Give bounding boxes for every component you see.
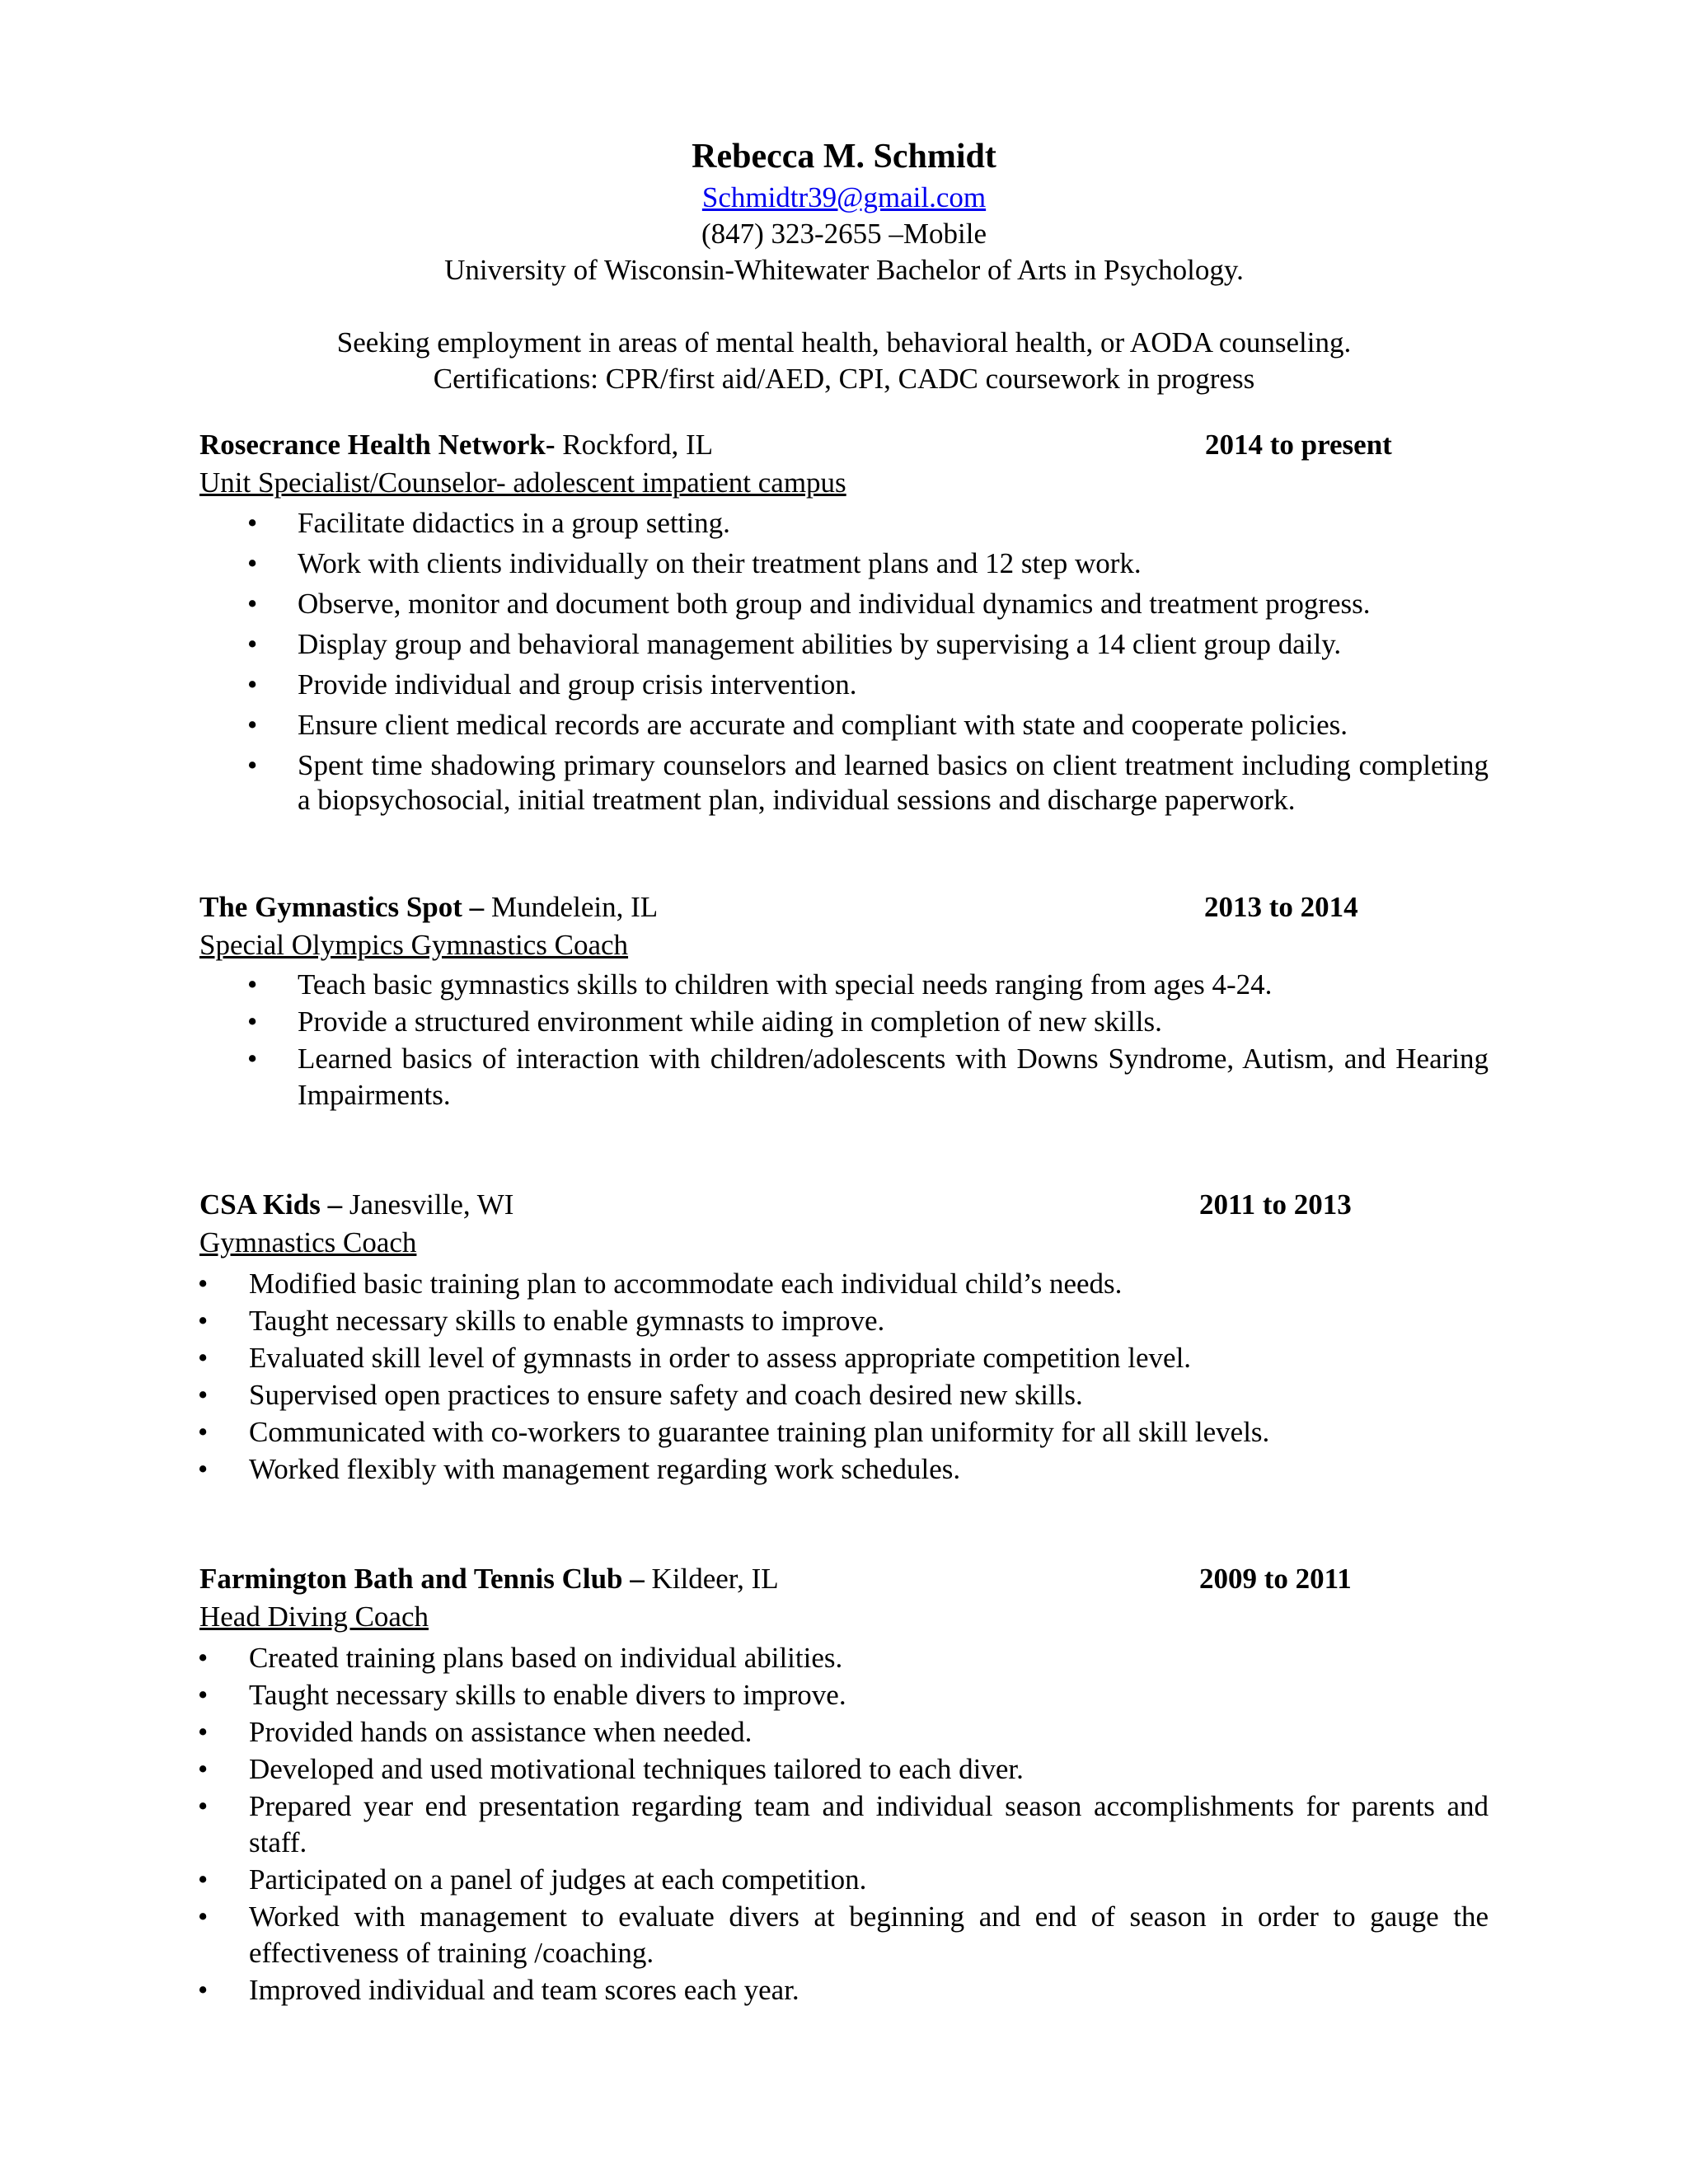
bullet-text: Display group and behavioral management abilities by supervising a 14 client group daily. bbox=[298, 628, 1342, 660]
bullet-glyph: • bbox=[247, 507, 258, 539]
bullet-text: Modified basic training plan to accommodate each individual child’s needs. bbox=[249, 1268, 1123, 1300]
email-link[interactable]: Schmidtr39@gmail.com bbox=[701, 181, 987, 213]
bullet-item bbox=[198, 1862, 1489, 1898]
bullet-item bbox=[247, 1041, 1489, 1113]
bullet-item bbox=[198, 1303, 1489, 1339]
bullet-text: Supervised open practices to ensure safety and coach desired new skills. bbox=[249, 1379, 1083, 1411]
bullet-item bbox=[247, 668, 1489, 702]
resume-header bbox=[0, 134, 1688, 397]
bullet-glyph: • bbox=[198, 1900, 209, 1933]
company-location: Rockford, IL bbox=[555, 429, 714, 461]
bullet-text: Improved individual and team scores each year. bbox=[249, 1974, 799, 2006]
bullet-glyph: • bbox=[198, 1790, 209, 1822]
bullet-text: Ensure client medical records are accurate and compliant with state and cooperate policies. bbox=[298, 709, 1348, 741]
job-csa-kids bbox=[0, 1187, 1688, 1485]
company-location: Janesville, WI bbox=[342, 1188, 514, 1221]
job-rosecrance bbox=[0, 427, 1688, 816]
bullet-text: Provided hands on assistance when needed. bbox=[249, 1716, 753, 1748]
bullet-item bbox=[247, 627, 1489, 662]
bullet-item bbox=[198, 1788, 1489, 1861]
bullet-glyph: • bbox=[198, 1974, 209, 2006]
bullet-glyph: • bbox=[247, 628, 258, 660]
bullet-glyph: • bbox=[247, 709, 258, 741]
bullet-glyph: • bbox=[198, 1753, 209, 1785]
bullet-glyph: • bbox=[198, 1268, 209, 1300]
company-line bbox=[199, 1187, 513, 1223]
bullet-item bbox=[247, 546, 1489, 581]
bullet-item bbox=[247, 587, 1489, 621]
company-location: Mundelein, IL bbox=[484, 891, 659, 923]
company-name: Rosecrance Health Network- bbox=[199, 429, 556, 461]
bullet-glyph: • bbox=[247, 749, 258, 781]
bullet-text: Created training plans based on individual abilities. bbox=[249, 1642, 843, 1674]
job-farmington bbox=[0, 1561, 1688, 2006]
bullet-text: Taught necessary skills to enable gymnasts to improve. bbox=[249, 1305, 885, 1337]
certifications-line: Certifications: CPR/first aid/AED, CPI, CADC coursework in progress bbox=[433, 363, 1255, 395]
company-location: Kildeer, IL bbox=[644, 1563, 779, 1595]
bullet-item bbox=[198, 1414, 1489, 1451]
bullet-glyph: • bbox=[198, 1642, 209, 1674]
phone-number: (847) 323-2655 –Mobile bbox=[701, 218, 987, 250]
bullet-item bbox=[247, 506, 1489, 541]
job-bullets bbox=[247, 967, 1489, 1114]
bullet-item bbox=[247, 1004, 1489, 1040]
job-role: Unit Specialist/Counselor- adolescent impatient campus bbox=[199, 466, 846, 499]
bullet-glyph: • bbox=[198, 1863, 209, 1896]
bullet-text: Developed and used motivational techniques tailored to each diver. bbox=[249, 1753, 1024, 1785]
job-dates: 2014 to present bbox=[1205, 429, 1392, 461]
bullet-text: Provide individual and group crisis intervention. bbox=[298, 668, 857, 701]
bullet-item bbox=[198, 1451, 1489, 1488]
bullet-item bbox=[247, 748, 1489, 818]
job-role: Special Olympics Gymnastics Coach bbox=[199, 929, 629, 961]
bullet-text: Facilitate didactics in a group setting. bbox=[298, 507, 730, 539]
company-line bbox=[199, 1561, 779, 1597]
company-line bbox=[199, 889, 658, 926]
job-dates: 2013 to 2014 bbox=[1204, 891, 1358, 923]
job-gymnastics-spot bbox=[0, 889, 1688, 1111]
bullet-glyph: • bbox=[247, 668, 258, 701]
bullet-glyph: • bbox=[198, 1305, 209, 1337]
bullet-glyph: • bbox=[198, 1453, 209, 1485]
bullet-text: Spent time shadowing primary counselors and learned basics on client treatment including completing a biopsychosocial, initial treatment plan, individual sessions and discharge paperwork. bbox=[298, 749, 1489, 816]
bullet-text: Taught necessary skills to enable divers to improve. bbox=[249, 1679, 846, 1711]
bullet-item bbox=[247, 708, 1489, 743]
bullet-text: Observe, monitor and document both group and individual dynamics and treatment progress. bbox=[298, 588, 1371, 620]
bullet-text: Teach basic gymnastics skills to children with special needs ranging from ages 4-24. bbox=[298, 968, 1273, 1001]
bullet-text: Work with clients individually on their treatment plans and 12 step work. bbox=[298, 547, 1142, 579]
job-bullets bbox=[198, 1640, 1489, 2009]
bullet-item bbox=[198, 1972, 1489, 2008]
job-bullets bbox=[247, 506, 1489, 823]
job-role: Head Diving Coach bbox=[199, 1601, 429, 1633]
education-line: University of Wisconsin-Whitewater Bachelor of Arts in Psychology. bbox=[444, 254, 1244, 286]
bullet-item bbox=[198, 1266, 1489, 1302]
bullet-item bbox=[198, 1377, 1489, 1413]
bullet-glyph: • bbox=[198, 1716, 209, 1748]
bullet-glyph: • bbox=[247, 588, 258, 620]
job-bullets bbox=[198, 1266, 1489, 1488]
bullet-glyph: • bbox=[247, 1005, 258, 1038]
job-dates: 2011 to 2013 bbox=[1199, 1188, 1352, 1221]
bullet-glyph: • bbox=[247, 1043, 258, 1075]
bullet-glyph: • bbox=[198, 1379, 209, 1411]
company-name: CSA Kids – bbox=[199, 1188, 343, 1221]
bullet-item bbox=[198, 1340, 1489, 1376]
company-name: The Gymnastics Spot – bbox=[199, 891, 485, 923]
bullet-item bbox=[198, 1899, 1489, 1971]
bullet-item bbox=[198, 1714, 1489, 1750]
bullet-item bbox=[247, 967, 1489, 1003]
candidate-name: Rebecca M. Schmidt bbox=[692, 138, 996, 176]
bullet-glyph: • bbox=[247, 547, 258, 579]
bullet-glyph: • bbox=[198, 1342, 209, 1374]
bullet-text: Worked with management to evaluate divers at beginning and end of season in order to gauge the effectiveness of training /coaching. bbox=[249, 1900, 1489, 1969]
bullet-item bbox=[198, 1640, 1489, 1676]
bullet-text: Evaluated skill level of gymnasts in order to assess appropriate competition level. bbox=[249, 1342, 1192, 1374]
bullet-text: Provide a structured environment while aiding in completion of new skills. bbox=[298, 1005, 1162, 1038]
bullet-text: Participated on a panel of judges at each competition. bbox=[249, 1863, 867, 1896]
bullet-text: Communicated with co-workers to guarantee training plan uniformity for all skill levels. bbox=[249, 1416, 1270, 1448]
job-role: Gymnastics Coach bbox=[199, 1226, 417, 1258]
bullet-item bbox=[198, 1751, 1489, 1788]
bullet-text: Prepared year end presentation regarding team and individual season accomplishments for parents and staff. bbox=[249, 1790, 1489, 1858]
company-line bbox=[199, 427, 713, 463]
bullet-glyph: • bbox=[247, 968, 258, 1001]
company-name: Farmington Bath and Tennis Club – bbox=[199, 1563, 645, 1595]
bullet-glyph: • bbox=[198, 1416, 209, 1448]
objective-line: Seeking employment in areas of mental health, behavioral health, or AODA counseling. bbox=[336, 326, 1352, 359]
job-dates: 2009 to 2011 bbox=[1199, 1563, 1352, 1595]
bullet-glyph: • bbox=[198, 1679, 209, 1711]
bullet-item bbox=[198, 1677, 1489, 1713]
bullet-text: Worked flexibly with management regarding work schedules. bbox=[249, 1453, 961, 1485]
bullet-text: Learned basics of interaction with children/adolescents with Downs Syndrome, Autism, and Hearing Impairments. bbox=[298, 1043, 1489, 1111]
